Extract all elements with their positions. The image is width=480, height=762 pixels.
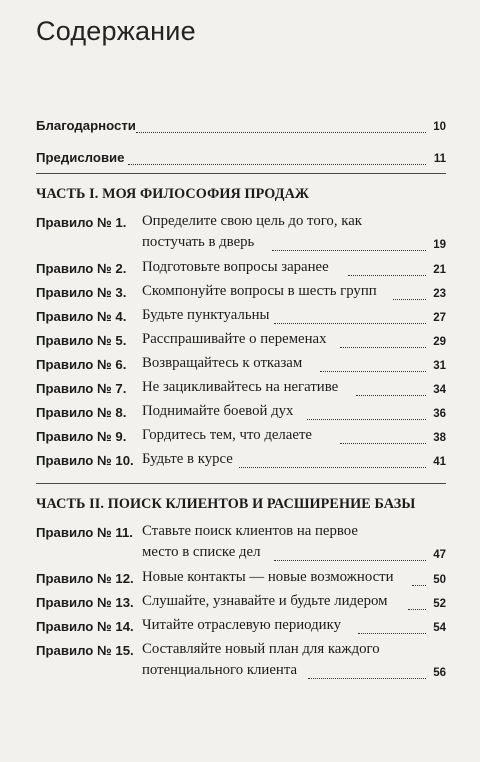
section-divider [36, 173, 446, 174]
page-number: 41 [433, 456, 446, 468]
page-number: 31 [433, 360, 446, 372]
dot-leader [340, 347, 426, 348]
rule-number: Правило № 13. [36, 595, 134, 610]
rule-title: Будьте пунктуальны [142, 307, 270, 323]
dot-leader [239, 467, 426, 468]
rule-title-continued: постучать в дверь [142, 234, 255, 250]
page-number: 11 [433, 153, 446, 165]
toc-entry-rule-11-cont [36, 541, 446, 563]
toc-entry-rule-3 [36, 280, 446, 302]
page-number: 34 [433, 384, 446, 396]
page-number: 52 [433, 598, 446, 610]
dot-leader [128, 164, 426, 165]
dot-leader [348, 275, 426, 276]
dot-leader [308, 678, 426, 679]
page-number: 23 [433, 288, 446, 300]
rule-title-continued: место в списке дел [142, 544, 261, 560]
toc-entry-acknowledgements [36, 113, 446, 135]
rule-number: Правило № 11. [36, 525, 133, 540]
rule-title: Поднимайте боевой дух [142, 403, 294, 419]
dot-leader [272, 250, 426, 251]
part-heading-2: ЧАСТЬ II. ПОИСК КЛИЕНТОВ И РАСШИРЕНИЕ БАЗЫ [36, 496, 416, 512]
page-number: 50 [433, 574, 446, 586]
rule-number: Правило № 4. [36, 309, 127, 324]
toc-entry-rule-11 [36, 520, 446, 542]
dot-leader [408, 609, 426, 610]
toc-entry-rule-2 [36, 256, 446, 278]
page-number: 21 [433, 264, 446, 276]
rule-title-continued: потенциального клиента [142, 662, 298, 678]
rule-number: Правило № 2. [36, 261, 127, 276]
entry-label: Предисловие [36, 150, 125, 165]
toc-entry-rule-4 [36, 304, 446, 326]
page-number: 36 [433, 408, 446, 420]
rule-title: Читайте отраслевую периодику [142, 617, 341, 633]
rule-number: Правило № 9. [36, 429, 127, 444]
page-number: 10 [433, 121, 446, 133]
dot-leader [340, 443, 426, 444]
rule-title: Расспрашивайте о переменах [142, 331, 327, 347]
rule-number: Правило № 3. [36, 285, 127, 300]
toc-entry-rule-1 [36, 210, 446, 232]
rule-title: Подготовьте вопросы заранее [142, 259, 329, 275]
section-divider [36, 483, 446, 484]
toc-entry-rule-13 [36, 590, 446, 612]
toc-entry-preface [36, 145, 446, 167]
dot-leader [320, 371, 426, 372]
toc-entry-rule-12 [36, 566, 446, 588]
entry-label: Благодарности [36, 118, 136, 133]
page-number: 27 [433, 312, 446, 324]
page-number: 47 [433, 549, 446, 561]
toc-entry-rule-1-cont [36, 231, 446, 253]
rule-title: Ставьте поиск клиентов на первое [142, 523, 358, 539]
dot-leader [356, 395, 426, 396]
rule-number: Правило № 14. [36, 619, 134, 634]
rule-title: Определите свою цель до того, как [142, 213, 362, 229]
dot-leader [307, 419, 426, 420]
toc-entry-rule-7 [36, 376, 446, 398]
rule-number: Правило № 1. [36, 215, 127, 230]
toc-entry-rule-15-cont [36, 659, 446, 681]
rule-title: Слушайте, узнавайте и будьте лидером [142, 593, 388, 609]
dot-leader [136, 132, 426, 133]
rule-number: Правило № 10. [36, 453, 134, 468]
rule-title: Гордитесь тем, что делаете [142, 427, 312, 443]
toc-title: Содержание [36, 16, 196, 46]
toc-entry-rule-9 [36, 424, 446, 446]
dot-leader [274, 560, 426, 561]
page-number: 19 [433, 239, 446, 251]
rule-number: Правило № 6. [36, 357, 127, 372]
dot-leader [412, 585, 426, 586]
toc-entry-rule-14 [36, 614, 446, 636]
toc-entry-rule-5 [36, 328, 446, 350]
toc-entry-rule-15 [36, 638, 446, 660]
rule-number: Правило № 12. [36, 571, 134, 586]
page-number: 56 [433, 667, 446, 679]
dot-leader [358, 633, 426, 634]
rule-number: Правило № 15. [36, 643, 134, 658]
rule-title: Будьте в курсе [142, 451, 233, 467]
page-number: 38 [433, 432, 446, 444]
rule-title: Скомпонуйте вопросы в шесть групп [142, 283, 377, 299]
part-heading-1: ЧАСТЬ I. МОЯ ФИЛОСОФИЯ ПРОДАЖ [36, 186, 310, 202]
rule-title: Составляйте новый план для каждого [142, 641, 380, 657]
rule-title: Не зацикливайтесь на негативе [142, 379, 339, 395]
dot-leader [274, 323, 426, 324]
toc-entry-rule-8 [36, 400, 446, 422]
toc-entry-rule-6 [36, 352, 446, 374]
dot-leader [393, 299, 426, 300]
rule-number: Правило № 8. [36, 405, 127, 420]
rule-number: Правило № 7. [36, 381, 127, 396]
page-number: 29 [433, 336, 446, 348]
rule-title: Новые контакты — новые возможности [142, 569, 394, 585]
page-number: 54 [433, 622, 446, 634]
rule-title: Возвращайтесь к отказам [142, 355, 303, 371]
rule-number: Правило № 5. [36, 333, 127, 348]
toc-entry-rule-10 [36, 448, 446, 470]
